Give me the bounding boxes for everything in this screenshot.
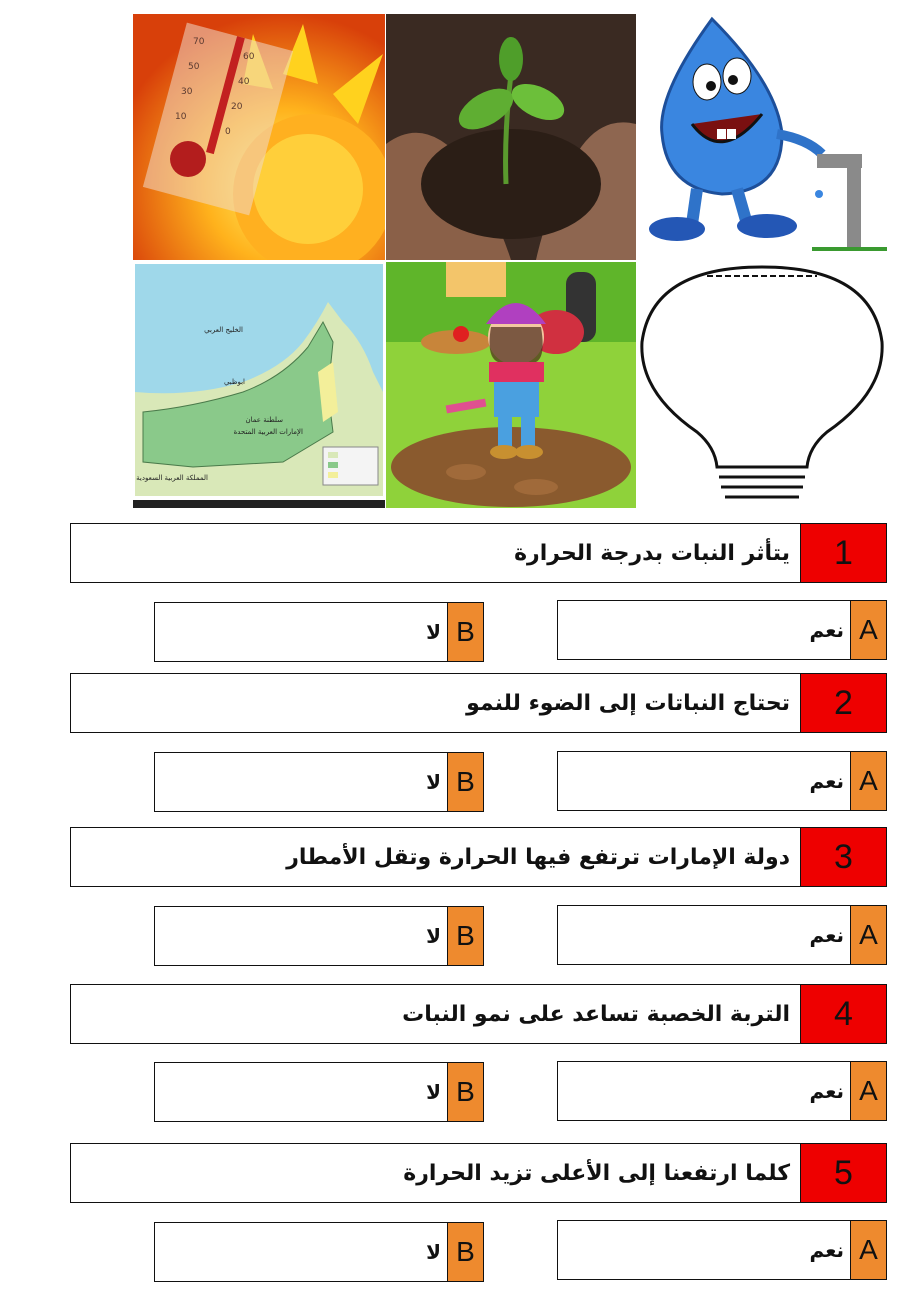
svg-text:0: 0 bbox=[225, 127, 231, 137]
answer-label: نعم bbox=[809, 1238, 844, 1262]
uae-map-image bbox=[133, 262, 385, 508]
answer-letter: B bbox=[447, 1063, 483, 1121]
question-text: يتأثر النبات بدرجة الحرارة bbox=[514, 540, 790, 566]
answer-letter: B bbox=[447, 603, 483, 661]
answer-letter: B bbox=[447, 1223, 483, 1281]
answer-label: نعم bbox=[809, 923, 844, 947]
map-label-oman: سلطنة عمان bbox=[245, 416, 283, 424]
question-text: تحتاج النباتات إلى الضوء للنمو bbox=[466, 690, 790, 716]
question-text: التربة الخصبة تساعد على نمو النبات bbox=[402, 1001, 790, 1027]
answer-a-yes[interactable] bbox=[557, 905, 887, 965]
question-3 bbox=[70, 827, 887, 887]
answer-b-no[interactable] bbox=[154, 752, 484, 812]
answer-label: لا bbox=[426, 770, 441, 794]
question-4 bbox=[70, 984, 887, 1044]
question-text: دولة الإمارات ترتفع فيها الحرارة وتقل الأمطار bbox=[286, 844, 790, 870]
answer-b-no[interactable] bbox=[154, 1062, 484, 1122]
answer-b-no[interactable] bbox=[154, 602, 484, 662]
map-label-saudi: المملكة العربية السعودية bbox=[136, 474, 208, 482]
question-number: 1 bbox=[800, 524, 886, 582]
answer-a-yes[interactable] bbox=[557, 600, 887, 660]
question-number: 2 bbox=[800, 674, 886, 732]
map-label-abudhabi: ابوظبي bbox=[223, 378, 245, 386]
answer-letter: A bbox=[850, 1062, 886, 1120]
answer-label: نعم bbox=[809, 618, 844, 642]
answer-label: لا bbox=[426, 924, 441, 948]
answer-b-no[interactable] bbox=[154, 906, 484, 966]
question-1 bbox=[70, 523, 887, 583]
answer-letter: A bbox=[850, 601, 886, 659]
svg-text:70: 70 bbox=[193, 37, 205, 47]
answer-letter: A bbox=[850, 1221, 886, 1279]
answer-letter: A bbox=[850, 752, 886, 810]
hands-soil-seedling-image bbox=[386, 14, 636, 260]
answer-label: لا bbox=[426, 620, 441, 644]
answer-letter: A bbox=[850, 906, 886, 964]
sun-thermometer-image bbox=[133, 14, 385, 260]
question-2 bbox=[70, 673, 887, 733]
answer-letter: B bbox=[447, 753, 483, 811]
svg-text:50: 50 bbox=[188, 62, 200, 72]
girl-gardening-image bbox=[386, 262, 636, 508]
map-label-gulf: الخليج العربي bbox=[204, 326, 243, 334]
svg-text:30: 30 bbox=[181, 87, 193, 97]
answer-a-yes[interactable] bbox=[557, 1061, 887, 1121]
svg-text:60: 60 bbox=[243, 52, 255, 62]
question-number: 5 bbox=[800, 1144, 886, 1202]
answer-label: لا bbox=[426, 1080, 441, 1104]
answer-label: نعم bbox=[809, 769, 844, 793]
question-number: 4 bbox=[800, 985, 886, 1043]
answer-a-yes[interactable] bbox=[557, 751, 887, 811]
svg-text:10: 10 bbox=[175, 112, 187, 122]
map-label-uae: الإمارات العربية المتحدة bbox=[233, 428, 303, 436]
answer-b-no[interactable] bbox=[154, 1222, 484, 1282]
answer-a-yes[interactable] bbox=[557, 1220, 887, 1280]
answer-label: لا bbox=[426, 1240, 441, 1264]
answer-letter: B bbox=[447, 907, 483, 965]
answer-label: نعم bbox=[809, 1079, 844, 1103]
svg-text:40: 40 bbox=[238, 77, 250, 87]
question-text: كلما ارتفعنا إلى الأعلى تزيد الحرارة bbox=[403, 1160, 790, 1186]
svg-text:20: 20 bbox=[231, 102, 243, 112]
water-drop-character-image bbox=[637, 14, 887, 260]
light-bulb-outline-image bbox=[637, 262, 887, 508]
question-5 bbox=[70, 1143, 887, 1203]
question-number: 3 bbox=[800, 828, 886, 886]
